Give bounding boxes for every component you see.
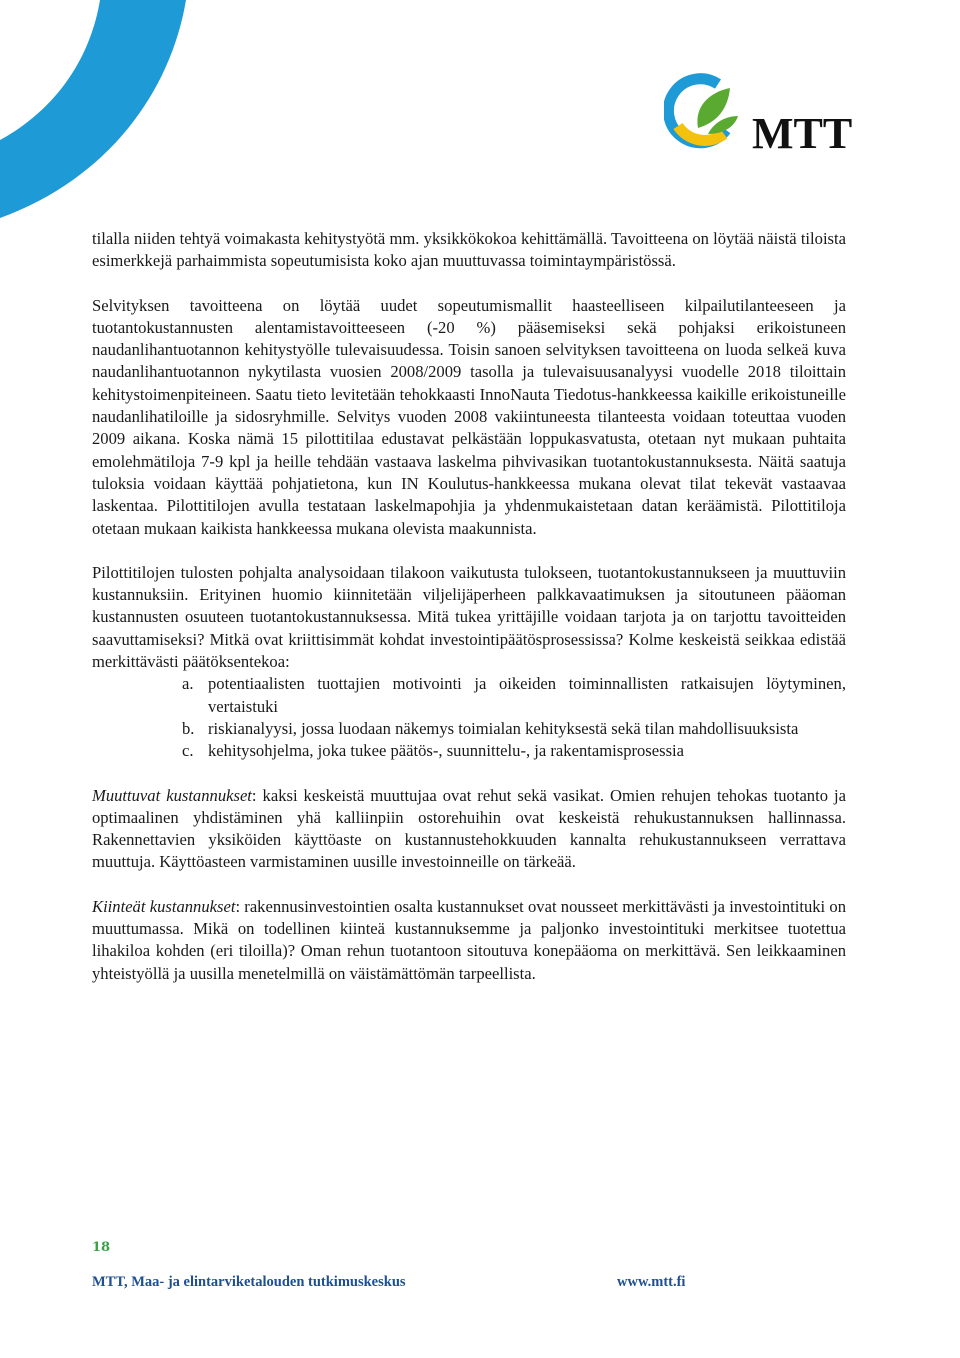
document-body bbox=[92, 228, 846, 985]
list-text: riskianalyysi, jossa luodaan näkemys toimialan kehityksestä sekä tilan mahdollisuuksista bbox=[208, 718, 799, 738]
list-text: kehitysohjelma, joka tukee päätös-, suunnittelu-, ja rakentamisprosessia bbox=[208, 741, 685, 761]
fixed-costs-text: : rakennusinvestointien osalta kustannukset ovat nousseet merkittävästi ja investointituki on muuttumassa. Mikä on todellinen kiinteä kustannuksemme ja paljonko investointituki merkitsee tuotettua lihakiloa kohden (eri tiloilla)? Oman rehun tuotantoon sitoutuva konepääoma on merkittävä. Sen leikkaaminen yhteistyöllä ja uusilla menetelmillä on väistämättömän tarpeellista. bbox=[92, 896, 846, 983]
key-factors-list bbox=[92, 673, 846, 762]
logo-text: MTT bbox=[752, 109, 853, 158]
list-item bbox=[182, 673, 846, 718]
corner-arc-decoration bbox=[0, 0, 200, 230]
list-item bbox=[182, 718, 846, 740]
list-marker: c. bbox=[182, 741, 194, 761]
mtt-logo-emblem-icon bbox=[664, 70, 864, 160]
fixed-costs-heading: Kiinteät kustannukset bbox=[92, 896, 236, 916]
footer-organization: MTT, Maa- ja elintarviketalouden tutkimuskeskus bbox=[92, 1274, 406, 1290]
list-marker: a. bbox=[182, 674, 194, 694]
paragraph-intro: tilalla niiden tehtyä voimakasta kehitystyötä mm. yksikkökokoa kehittämällä. Tavoitteena on löytää näistä tiloista esimerkkejä parhaimmista sopeutumisista koko ajan muuttuvassa toimintaympäristössä. bbox=[92, 229, 846, 271]
paragraph-analysis: Pilottitilojen tulosten pohjalta analysoidaan tilakoon vaikutusta tulokseen, tuotantokustannukseen ja muuttuviin kustannuksiin. Erityinen huomio kiinnitetään viljelijäperheen palkkavaatimuksen ja sitoutuneen pääoman kustannusten osuuteen tuotantokustannuksessa. Mitä tukea yrittäjille voidaan tarjota ja on tarjottu tavoitteiden saavuttamiseksi? Mitkä ovat kriittisimmät kohdat investointipäätösprosessissa? Kolme keskeistä seikkaa edistää merkittävästi päätöksentekoa: bbox=[92, 562, 846, 672]
paragraph-objectives: Selvityksen tavoitteena on löytää uudet sopeutumismallit haasteelliseen kilpailutilanteeseen ja tuotantokustannusten alentamistavoitteeseen (-20 %) pääsemiseksi sekä pohjaksi erikoistuneen naudanlihantuotannon kehitystyölle tulevaisuudessa. Toisin sanoen selvityksen tavoitteena on luoda selkeä kuva naudanlihantuotannon nykytilasta vuosien 2008/2009 tasolla ja tulevaisuusanalyysi vuodelle 2018 tiloittain kehitystoimenpiteineen. Saatu tieto levitetään tehokkaasti InnoNauta Tiedotus-hankkeessa kaikille erikoistuneille naudanlihatiloille ja sidosryhmille. Selvitys vuoden 2008 vakiintuneesta tilanteesta voidaan toteuttaa vuoden 2009 aikana. Koska nämä 15 pilottitilaa edustavat pelkästään loppukasvatusta, otetaan nyt mukaan puhtaita emolehmätiloja 7-9 kpl ja heille tehdään vastaava laskelma pihvivasikan tuotantokustannuksesta. Näitä saatuja tuloksia voidaan käyttää pohjatietona, kun IN Koulutus-hankkeessa mukana olevat tilat tekevät vastaavaa laskentaa. Pilottitilojen avulla testataan laskelmapohjia ja yhdenmukaistetaan datan keräämistä. Pilottitiloja otetaan mukaan kaikista hankkeessa mukana olevista maakunnista. bbox=[92, 295, 846, 538]
page-number: 18 bbox=[92, 1240, 111, 1255]
variable-costs-text: : kaksi keskeistä muuttujaa ovat rehut sekä vasikat. Omien rehujen tehokas tuotanto ja optimaalinen yhdistäminen yhä kalliinpiin ostorehuihin ovat keskeistä rehukustannuksen hallinnassa. Rakennettavien yksiköiden käyttöaste on kustannustehokkuuden kannalta rehukustannukseen verrattava muuttuja. Käyttöasteen varmistaminen uusille investoinneille on tärkeää. bbox=[92, 785, 846, 872]
paragraph-fixed-costs bbox=[92, 896, 846, 985]
variable-costs-heading: Muuttuvat kustannukset bbox=[92, 785, 252, 805]
list-text: potentiaalisten tuottajien motivointi ja oikeiden toiminnallisten ratkaisujen löytyminen, vertaistuki bbox=[208, 674, 846, 716]
paragraph-variable-costs bbox=[92, 785, 846, 874]
mtt-logo bbox=[664, 70, 864, 160]
list-item bbox=[182, 740, 846, 762]
list-marker: b. bbox=[182, 718, 195, 738]
footer-website-link[interactable]: www.mtt.fi bbox=[617, 1274, 686, 1290]
